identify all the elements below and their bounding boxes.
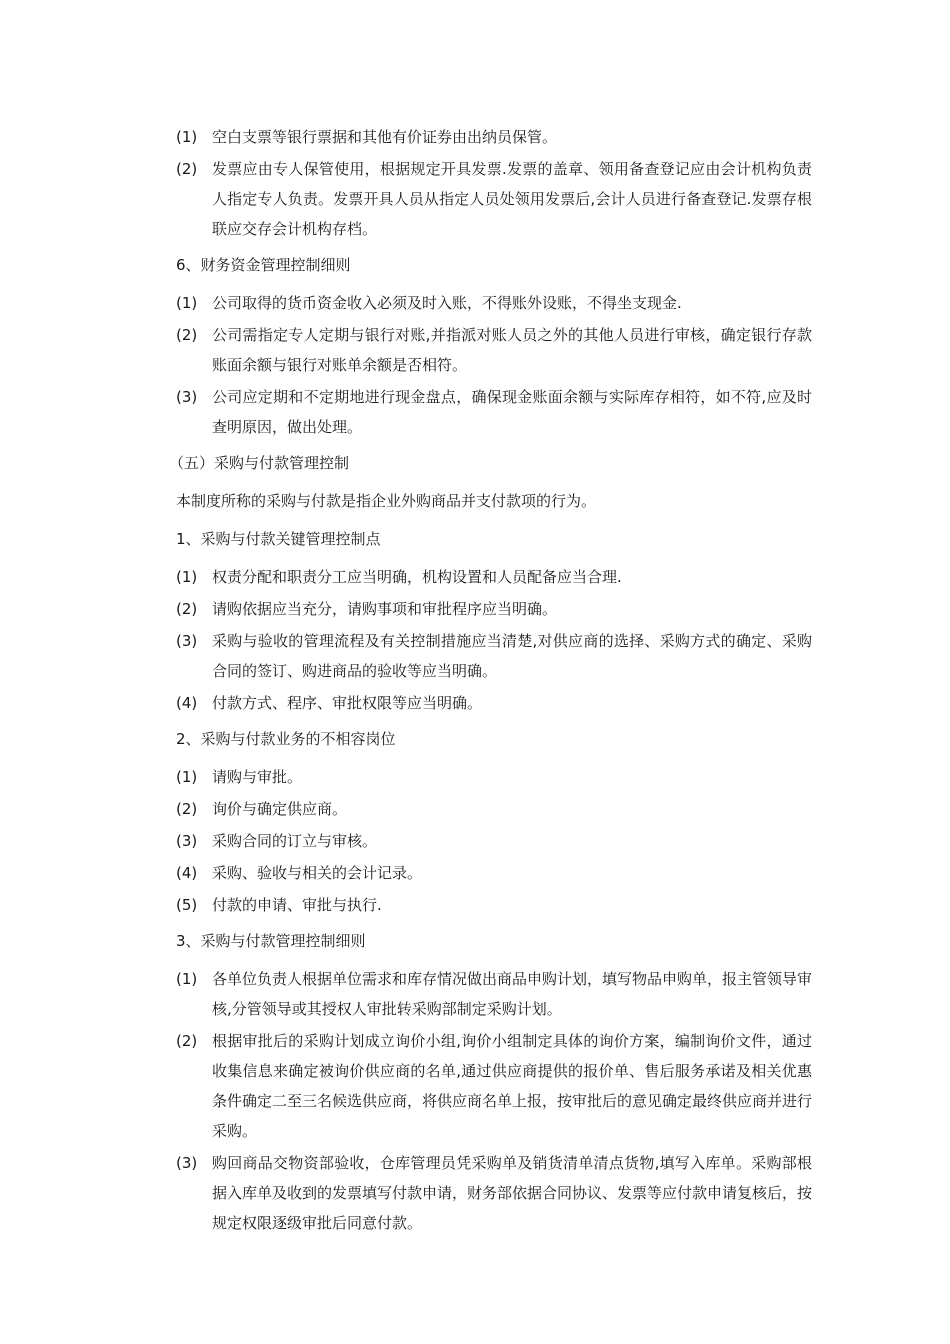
item-text: 各单位负责人根据单位需求和库存情况做出商品申购计划，填写物品申购单，报主管领导审核,分管领导或其授权人审批转采购部制定采购计划。 <box>212 970 813 1018</box>
item-text: 询价与确定供应商。 <box>212 800 348 818</box>
item-text: 空白支票等银行票据和其他有价证券由出纳员保管。 <box>212 128 558 146</box>
item-text: 公司应定期和不定期地进行现金盘点，确保现金账面余额与实际库存相符，如不符,应及时查明原因，做出处理。 <box>212 388 812 436</box>
list-item <box>176 320 812 380</box>
item-text: 付款的申请、审批与执行. <box>212 896 382 914</box>
item-number: (2) <box>176 800 198 818</box>
list-item <box>176 562 812 592</box>
item-text: 根据审批后的采购计划成立询价小组,询价小组制定具体的询价方案，编制询价文件，通过收集信息来确定被询价供应商的名单,通过供应商提供的报价单、售后服务承诺及相关优惠条件确定二至三名候选供应商，将供应商名单上报，按审批后的意见确定最终供应商并进行采购。 <box>212 1032 813 1140</box>
item-text: 公司取得的货币资金收入必须及时入账，不得账外设账，不得坐支现金. <box>212 294 682 312</box>
item-number: (2) <box>176 160 198 178</box>
chapter-heading: （五）采购与付款管理控制 <box>169 454 350 472</box>
item-number: (1) <box>176 128 198 146</box>
item-number: (3) <box>176 832 198 850</box>
list-key-control-points <box>176 562 812 718</box>
section-heading: 3、采购与付款管理控制细则 <box>176 932 366 950</box>
list-item <box>176 762 812 792</box>
item-number: (1) <box>176 568 198 586</box>
list-item <box>176 382 812 442</box>
item-number: (2) <box>176 600 198 618</box>
document-body <box>169 122 813 1240</box>
paragraph: 本制度所称的采购与付款是指企业外购商品并支付款项的行为。 <box>176 492 597 510</box>
item-number: (2) <box>176 326 198 344</box>
item-number: (1) <box>176 294 198 312</box>
item-text: 付款方式、程序、审批权限等应当明确。 <box>212 694 483 712</box>
item-text: 请购与审批。 <box>212 768 303 786</box>
item-text: 发票应由专人保管使用，根据规定开具发票.发票的盖章、领用备查登记应由会计机构负责人指定专人负责。发票开具人员从指定人员处领用发票后,会计人员进行备查登记.发票存根联应交存会计机构存档。 <box>212 160 812 238</box>
item-number: (3) <box>176 632 198 650</box>
list-item <box>176 890 812 920</box>
section-heading: 1、采购与付款关键管理控制点 <box>176 530 381 548</box>
list-item <box>176 1026 812 1146</box>
item-number: (1) <box>176 768 198 786</box>
list-incompatible-posts <box>176 762 812 920</box>
list-item <box>176 826 812 856</box>
item-number: (3) <box>176 1154 198 1172</box>
list-item <box>176 594 812 624</box>
list-item <box>176 688 812 718</box>
item-number: (5) <box>176 896 198 914</box>
list-invoice-custody <box>176 122 812 244</box>
section-heading: 2、采购与付款业务的不相容岗位 <box>176 730 396 748</box>
list-item <box>176 122 812 152</box>
list-cash-control <box>176 288 812 442</box>
item-number: (4) <box>176 694 198 712</box>
list-item <box>176 288 812 318</box>
list-item <box>176 1148 812 1238</box>
item-number: (1) <box>176 970 198 988</box>
item-text: 采购合同的订立与审核。 <box>212 832 378 850</box>
list-item <box>176 154 812 244</box>
item-text: 公司需指定专人定期与银行对账,并指派对账人员之外的其他人员进行审核，确定银行存款账面余额与银行对账单余额是否相符。 <box>212 326 812 374</box>
list-item <box>176 964 812 1024</box>
list-item <box>176 858 812 888</box>
list-item <box>176 626 812 686</box>
item-text: 采购与验收的管理流程及有关控制措施应当清楚,对供应商的选择、采购方式的确定、采购合同的签订、购进商品的验收等应当明确。 <box>212 632 812 680</box>
item-text: 权责分配和职责分工应当明确，机构设置和人员配备应当合理. <box>212 568 622 586</box>
section-heading: 6、财务资金管理控制细则 <box>176 256 351 274</box>
list-procurement-rules <box>176 964 812 1238</box>
item-text: 请购依据应当充分，请购事项和审批程序应当明确。 <box>212 600 558 618</box>
list-item <box>176 794 812 824</box>
item-number: (3) <box>176 388 198 406</box>
item-number: (2) <box>176 1032 198 1050</box>
item-number: (4) <box>176 864 198 882</box>
item-text: 采购、验收与相关的会计记录。 <box>212 864 423 882</box>
item-text: 购回商品交物资部验收，仓库管理员凭采购单及销货清单清点货物,填写入库单。采购部根据入库单及收到的发票填写付款申请，财务部依据合同协议、发票等应付款申请复核后，按规定权限逐级审批后同意付款。 <box>212 1154 813 1232</box>
